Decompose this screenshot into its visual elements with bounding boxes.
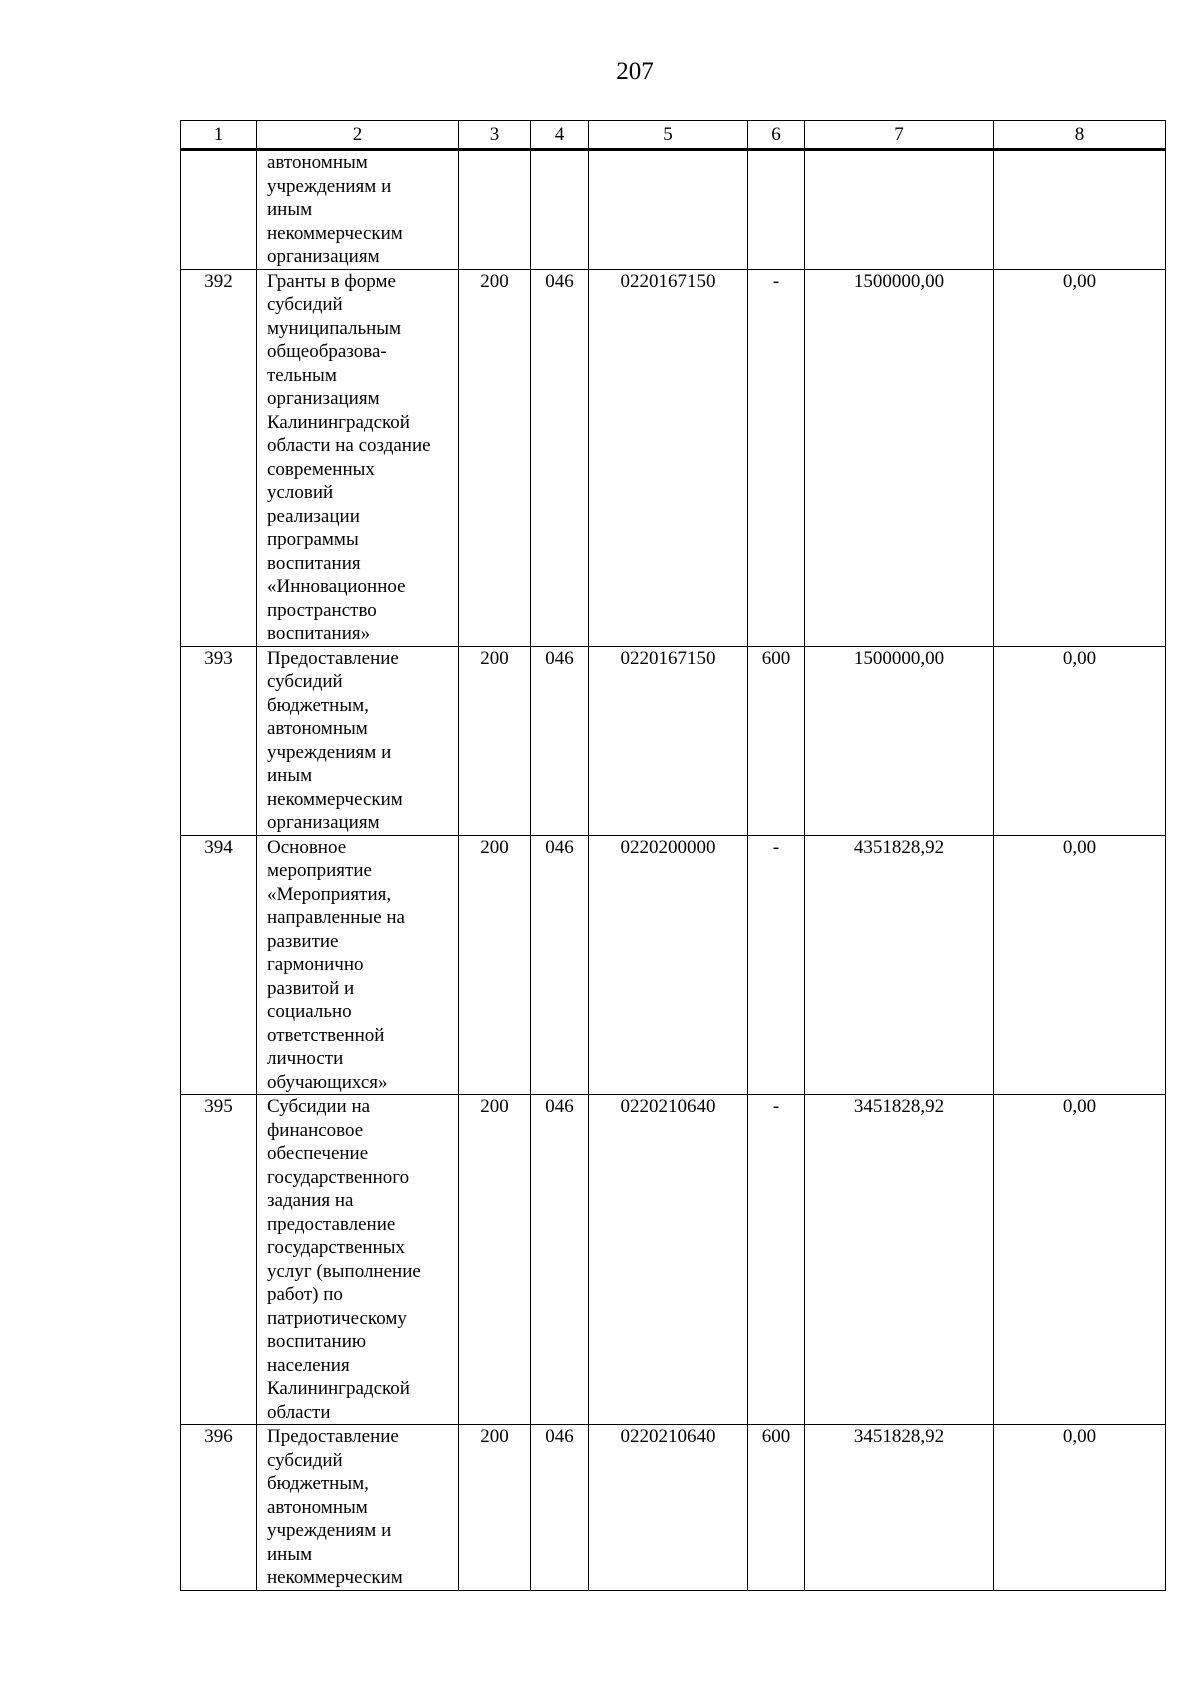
item-name-line: иным xyxy=(267,765,313,786)
cell-col-5 xyxy=(589,150,748,270)
item-name-line: автономным xyxy=(267,1496,368,1518)
item-name-line: обучающихся» xyxy=(267,1071,388,1093)
header-col-7: 7 xyxy=(805,121,994,150)
item-name-line: предоставление xyxy=(267,1213,396,1235)
header-col-8: 8 xyxy=(994,121,1166,150)
cell-col-6: - xyxy=(748,1095,805,1425)
cell-col-6: 600 xyxy=(748,646,805,835)
header-col-1: 1 xyxy=(181,121,257,150)
header-col-2: 2 xyxy=(257,121,459,150)
item-name-line: направленные на xyxy=(267,907,405,928)
cell-col-7: 1500000,00 xyxy=(805,646,994,835)
cell-col-8: 0,00 xyxy=(994,835,1166,1095)
cell-col-7: 3451828,92 xyxy=(805,1425,994,1591)
item-name-line: пространство xyxy=(267,599,377,621)
item-name-line: населения xyxy=(267,1354,350,1376)
cell-col-4: 046 xyxy=(531,1095,589,1425)
cell-col-6: - xyxy=(748,835,805,1095)
table-body xyxy=(181,150,1166,1591)
item-name-line: условий xyxy=(267,482,334,503)
cell-col-3: 200 xyxy=(459,1425,531,1591)
item-name-line: субсидий xyxy=(267,294,343,315)
item-name-line: воспитания xyxy=(267,552,361,574)
item-name-line: воспитанию xyxy=(267,1331,367,1352)
cell-col-3: 200 xyxy=(459,835,531,1095)
item-name-line: организациям xyxy=(267,812,380,833)
item-name-line: бюджетным, xyxy=(267,694,369,716)
item-name-line: некоммерческим xyxy=(267,1567,403,1588)
table-row xyxy=(181,835,1166,1095)
cell-item-name xyxy=(257,835,459,1095)
item-name-line: муниципальным xyxy=(267,317,402,339)
item-name-line: гармонично xyxy=(267,954,364,975)
cell-item-name xyxy=(257,269,459,646)
cell-row-number: 393 xyxy=(181,646,257,835)
cell-item-name xyxy=(257,1095,459,1425)
cell-col-7 xyxy=(805,150,994,270)
item-name-line: области xyxy=(267,1401,331,1423)
cell-col-3: 200 xyxy=(459,646,531,835)
header-col-6: 6 xyxy=(748,121,805,150)
cell-col-5: 0220167150 xyxy=(589,646,748,835)
cell-col-4: 046 xyxy=(531,269,589,646)
cell-row-number: 394 xyxy=(181,835,257,1095)
item-name-line: Калининградской xyxy=(267,1378,410,1399)
cell-col-5: 0220210640 xyxy=(589,1095,748,1425)
cell-col-3 xyxy=(459,150,531,270)
cell-row-number: 392 xyxy=(181,269,257,646)
item-name-line: патриотическому xyxy=(267,1307,407,1329)
item-name-line: некоммерческим xyxy=(267,788,403,810)
item-name-line: Калининградской xyxy=(267,411,410,433)
item-name-line: социально xyxy=(267,1001,352,1022)
cell-col-8: 0,00 xyxy=(994,269,1166,646)
item-name-line: тельным xyxy=(267,364,337,386)
item-name-line: Предоставление xyxy=(267,647,399,669)
item-name-line: личности xyxy=(267,1048,344,1069)
cell-col-5: 0220210640 xyxy=(589,1425,748,1591)
item-name-line: общеобразова- xyxy=(267,341,387,362)
item-name-line: субсидий xyxy=(267,671,343,692)
item-name-line: Гранты в форме xyxy=(267,270,396,292)
cell-row-number: 396 xyxy=(181,1425,257,1591)
item-name-line: задания на xyxy=(267,1190,354,1211)
cell-col-4 xyxy=(531,150,589,270)
item-name-line: Предоставление xyxy=(267,1426,399,1447)
item-name-line: некоммерческим xyxy=(267,222,403,244)
cell-col-6: - xyxy=(748,269,805,646)
item-name-line: услуг (выполнение xyxy=(267,1260,421,1282)
item-name-line: государственных xyxy=(267,1237,406,1258)
cell-col-4: 046 xyxy=(531,646,589,835)
cell-row-number xyxy=(181,150,257,270)
item-name-line: учреждениям и xyxy=(267,1520,392,1541)
item-name-line: воспитания» xyxy=(267,623,371,644)
table-header-row xyxy=(181,121,1166,150)
item-name-line: работ) по xyxy=(267,1284,343,1305)
cell-col-7: 3451828,92 xyxy=(805,1095,994,1425)
item-name-line: иным xyxy=(267,199,313,220)
cell-col-6 xyxy=(748,150,805,270)
header-col-3: 3 xyxy=(459,121,531,150)
item-name-line: бюджетным, xyxy=(267,1473,369,1494)
cell-col-6: 600 xyxy=(748,1425,805,1591)
item-name-line: автономным xyxy=(267,718,368,739)
cell-col-3: 200 xyxy=(459,1095,531,1425)
cell-col-8: 0,00 xyxy=(994,1095,1166,1425)
item-name-line: реализации xyxy=(267,505,360,527)
cell-col-8: 0,00 xyxy=(994,646,1166,835)
cell-item-name xyxy=(257,150,459,270)
item-name-line: организациям xyxy=(267,246,380,267)
table-row xyxy=(181,1095,1166,1425)
budget-table xyxy=(180,120,1166,1591)
cell-col-5: 0220200000 xyxy=(589,835,748,1095)
item-name-line: современных xyxy=(267,458,375,480)
item-name-line: развитой и xyxy=(267,977,355,999)
item-name-line: субсидий xyxy=(267,1449,343,1471)
item-name-line: организациям xyxy=(267,388,380,409)
header-col-4: 4 xyxy=(531,121,589,150)
table-row xyxy=(181,1425,1166,1591)
header-col-5: 5 xyxy=(589,121,748,150)
cell-col-8: 0,00 xyxy=(994,1425,1166,1591)
cell-col-5: 0220167150 xyxy=(589,269,748,646)
item-name-line: учреждениям и xyxy=(267,175,392,197)
item-name-line: учреждениям и xyxy=(267,741,392,763)
cell-col-7: 4351828,92 xyxy=(805,835,994,1095)
cell-col-3: 200 xyxy=(459,269,531,646)
item-name-line: автономным xyxy=(267,152,368,173)
item-name-line: финансовое xyxy=(267,1119,364,1141)
item-name-line: обеспечение xyxy=(267,1143,369,1164)
table-row xyxy=(181,646,1166,835)
item-name-line: ответственной xyxy=(267,1024,385,1046)
cell-item-name xyxy=(257,646,459,835)
cell-col-4: 046 xyxy=(531,835,589,1095)
page-number: 207 xyxy=(616,58,654,85)
cell-col-4: 046 xyxy=(531,1425,589,1591)
item-name-line: программы xyxy=(267,529,359,550)
item-name-line: мероприятие xyxy=(267,860,372,881)
item-name-line: государственного xyxy=(267,1166,410,1188)
item-name-line: иным xyxy=(267,1543,313,1565)
item-name-line: развитие xyxy=(267,930,339,952)
item-name-line: «Мероприятия, xyxy=(267,883,392,905)
cell-col-7: 1500000,00 xyxy=(805,269,994,646)
item-name-line: области на создание xyxy=(267,435,431,456)
table-row xyxy=(181,269,1166,646)
item-name-line: Субсидии на xyxy=(267,1096,371,1117)
cell-row-number: 395 xyxy=(181,1095,257,1425)
item-name-line: Основное xyxy=(267,836,347,858)
item-name-line: «Инновационное xyxy=(267,576,406,597)
cell-item-name xyxy=(257,1425,459,1591)
cell-col-8 xyxy=(994,150,1166,270)
table-row xyxy=(181,150,1166,270)
